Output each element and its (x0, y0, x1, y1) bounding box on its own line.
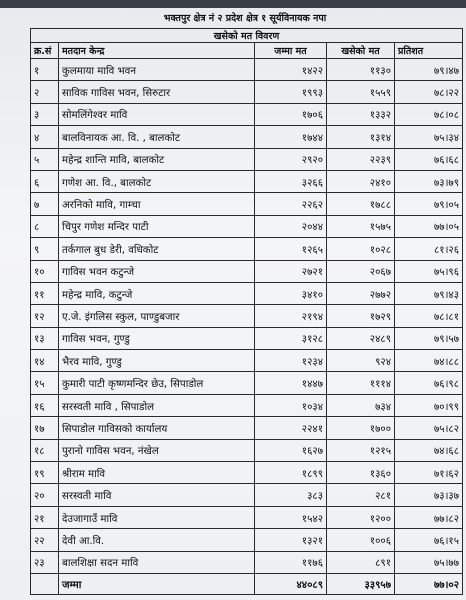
row-center: बालविनायक आ. वि. , बालकोट (59, 126, 255, 148)
row-cast-votes: १०२८ (327, 238, 395, 260)
row-serial: १० (31, 260, 59, 282)
row-percent: ७५।८२ (395, 417, 463, 439)
row-percent: ७६।९८ (395, 372, 463, 394)
row-cast-votes: ११३० (327, 59, 395, 81)
table-subheading-row (31, 29, 463, 43)
table-row (31, 59, 463, 81)
row-serial: १६ (31, 394, 59, 416)
row-total-votes: १७०६ (255, 103, 327, 125)
total-sn (31, 573, 59, 594)
row-cast-votes: १५७५ (327, 215, 395, 237)
row-cast-votes: १७०० (327, 417, 395, 439)
row-center: गणेश आ. वि., बालकोट (59, 170, 255, 192)
row-cast-votes: १११४ (327, 372, 395, 394)
row-center: सरस्वती मावि , सिपाडोल (59, 394, 255, 416)
row-total-votes: ११७६ (255, 551, 327, 573)
table-row (31, 462, 463, 484)
row-center: भैरव मावि, गुण्डु (59, 350, 255, 372)
row-percent: ७१।६२ (395, 462, 463, 484)
row-total-votes: १४४७ (255, 372, 327, 394)
row-center: कुमारी पाटी कृष्णमन्दिर छेउ, सिपाडोल (59, 372, 255, 394)
table-row (31, 103, 463, 125)
row-serial: १४ (31, 350, 59, 372)
row-cast-votes: ७३४ (327, 394, 395, 416)
row-percent: ८१।२६ (395, 238, 463, 260)
row-cast-votes: २७७२ (327, 282, 395, 304)
col-header-cast-votes: खसेको मत (327, 43, 395, 59)
row-cast-votes: ८९१ (327, 551, 395, 573)
table-row (31, 215, 463, 237)
row-percent: ७३।३७ (395, 484, 463, 506)
row-cast-votes: २२३९ (327, 148, 395, 170)
row-center: महेन्द्र मावि, कटुन्जे (59, 282, 255, 304)
row-percent: ७५।९६ (395, 260, 463, 282)
row-cast-votes: २०६७ (327, 260, 395, 282)
row-percent: ७९।५७ (395, 327, 463, 349)
row-percent: ७९।४३ (395, 282, 463, 304)
table-subheading: खसेको मत विवरण (31, 29, 463, 43)
table-header-row (31, 43, 463, 59)
row-serial: २० (31, 484, 59, 506)
row-center: देवी आ.वि. (59, 529, 255, 551)
table-row (31, 282, 463, 304)
row-center: देउजागाउँ मावि (59, 506, 255, 528)
row-center: पुरानो गाविस भवन, नंखेल (59, 439, 255, 461)
row-serial: २२ (31, 529, 59, 551)
table-row (31, 170, 463, 192)
row-serial: ५ (31, 148, 59, 170)
total-row (31, 573, 463, 594)
row-serial: ४ (31, 126, 59, 148)
col-header-center: मतदान केन्द्र (59, 43, 255, 59)
row-total-votes: १२३४ (255, 350, 327, 372)
total-label: जम्मा (59, 573, 255, 594)
row-total-votes: २०४४ (255, 215, 327, 237)
row-cast-votes: १२१५ (327, 439, 395, 461)
col-header-total-votes: जम्मा मत (255, 43, 327, 59)
row-center: तर्कगाल बुध डेरी, वधिकोट (59, 238, 255, 260)
row-center: श्रीराम मावि (59, 462, 255, 484)
table-row (31, 126, 463, 148)
row-cast-votes: ९२४ (327, 350, 395, 372)
row-serial: १८ (31, 439, 59, 461)
col-header-percent: प्रतिशत (395, 43, 463, 59)
row-cast-votes: २४८९ (327, 327, 395, 349)
row-cast-votes: १३३२ (327, 103, 395, 125)
row-total-votes: २२४१ (255, 417, 327, 439)
row-percent: ७९।४७ (395, 59, 463, 81)
total-cast: ३३९५७ (327, 573, 395, 594)
row-cast-votes: १७८८ (327, 193, 395, 215)
table-row (31, 327, 463, 349)
table-row (31, 148, 463, 170)
total-votes: ४४०८९ (255, 573, 327, 594)
row-center: सोमलिंगेश्वर मावि (59, 103, 255, 125)
row-total-votes: ३१२८ (255, 327, 327, 349)
row-center: अरनिको मावि, गाम्चा (59, 193, 255, 215)
table-row (31, 506, 463, 528)
row-total-votes: ३२६६ (255, 170, 327, 192)
table-body (31, 59, 463, 574)
row-cast-votes: २४१० (327, 170, 395, 192)
row-percent: ७६।१५ (395, 529, 463, 551)
table-row (31, 305, 463, 327)
document-heading: भक्तपुर क्षेत्र नं २ प्रदेश क्षेत्र १ सूर्यविनायक नपा (163, 13, 327, 24)
row-serial: १७ (31, 417, 59, 439)
row-cast-votes: १३१४ (327, 126, 395, 148)
row-total-votes: १९९३ (255, 81, 327, 103)
row-center: कुलमाया मावि भवन (59, 59, 255, 81)
row-total-votes: १३२१ (255, 529, 327, 551)
row-total-votes: २७२१ (255, 260, 327, 282)
row-center: सरस्वती मावि (59, 484, 255, 506)
row-percent: ७८।८१ (395, 305, 463, 327)
row-serial: १९ (31, 462, 59, 484)
top-edge (0, 0, 466, 8)
row-center: गाविस भवन कटुन्जे (59, 260, 255, 282)
row-cast-votes: १००६ (327, 529, 395, 551)
row-percent: ७६।६८ (395, 148, 463, 170)
row-cast-votes: १२०० (327, 506, 395, 528)
row-center: बालशिक्षा सदन मावि (59, 551, 255, 573)
table-row (31, 551, 463, 573)
row-percent: ७८।२२ (395, 81, 463, 103)
row-serial: २ (31, 81, 59, 103)
row-serial: २१ (31, 506, 59, 528)
row-cast-votes: १७२९ (327, 305, 395, 327)
table-row (31, 260, 463, 282)
row-cast-votes: १५५९ (327, 81, 395, 103)
table-row (31, 81, 463, 103)
row-cast-votes: २८१ (327, 484, 395, 506)
row-total-votes: १५४२ (255, 506, 327, 528)
row-total-votes: २९२० (255, 148, 327, 170)
table-row (31, 439, 463, 461)
row-percent: ७५।७७ (395, 551, 463, 573)
row-center: ए.जे. इंगलिस स्कुल, पाण्डुबजार (59, 305, 255, 327)
vote-table (30, 28, 463, 595)
row-percent: ७४।८८ (395, 350, 463, 372)
row-percent: ७५।३४ (395, 126, 463, 148)
table-row (31, 484, 463, 506)
table-row (31, 372, 463, 394)
row-serial: २३ (31, 551, 59, 573)
row-total-votes: १७४४ (255, 126, 327, 148)
table-row (31, 529, 463, 551)
row-center: गाविस भवन, गुण्डु (59, 327, 255, 349)
row-total-votes: ३८३ (255, 484, 327, 506)
row-total-votes: ३४१० (255, 282, 327, 304)
row-percent: ७०।९९ (395, 394, 463, 416)
table-row (31, 350, 463, 372)
row-percent: ७४।६८ (395, 439, 463, 461)
row-serial: १२ (31, 305, 59, 327)
row-total-votes: १०३४ (255, 394, 327, 416)
row-total-votes: २१९४ (255, 305, 327, 327)
row-percent: ७७।०५ (395, 215, 463, 237)
row-serial: १ (31, 59, 59, 81)
col-header-serial: क्र.सं (31, 43, 59, 59)
row-total-votes: १२६५ (255, 238, 327, 260)
row-total-votes: १६२७ (255, 439, 327, 461)
row-serial: ९ (31, 238, 59, 260)
row-total-votes: १४२२ (255, 59, 327, 81)
row-cast-votes: १३६० (327, 462, 395, 484)
row-serial: ७ (31, 193, 59, 215)
row-serial: ३ (31, 103, 59, 125)
row-serial: ११ (31, 282, 59, 304)
row-serial: ८ (31, 215, 59, 237)
table-row (31, 394, 463, 416)
row-center: साविक गाविस भवन, सिरुटार (59, 81, 255, 103)
row-percent: ७७।८२ (395, 506, 463, 528)
row-center: चिपुर गणेश मन्दिर पाटी (59, 215, 255, 237)
row-percent: ७३।७९ (395, 170, 463, 192)
table-row (31, 238, 463, 260)
row-serial: १५ (31, 372, 59, 394)
row-total-votes: २२६२ (255, 193, 327, 215)
row-serial: ६ (31, 170, 59, 192)
row-center: सिपाडोल गाविसको कार्यालय (59, 417, 255, 439)
row-total-votes: १८९९ (255, 462, 327, 484)
row-center: महेन्द्र शान्ति मावि, बालकोट (59, 148, 255, 170)
total-percent: ७७।०२ (395, 573, 463, 594)
table-row (31, 193, 463, 215)
row-percent: ७८।०८ (395, 103, 463, 125)
row-percent: ७९।०५ (395, 193, 463, 215)
row-serial: १३ (31, 327, 59, 349)
table-row (31, 417, 463, 439)
